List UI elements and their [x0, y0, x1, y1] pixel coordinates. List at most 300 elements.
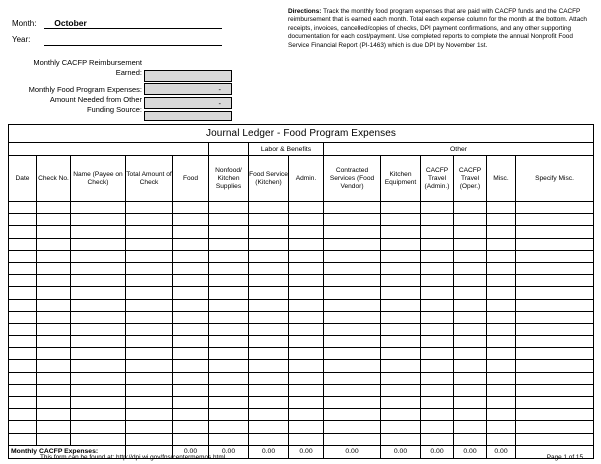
table-cell[interactable]: [9, 299, 37, 311]
table-cell[interactable]: [324, 238, 381, 250]
table-cell[interactable]: [249, 299, 289, 311]
table-cell[interactable]: [516, 287, 594, 299]
table-cell[interactable]: [71, 202, 126, 214]
table-cell[interactable]: [71, 226, 126, 238]
table-cell[interactable]: [173, 433, 209, 445]
table-cell[interactable]: [173, 238, 209, 250]
table-cell[interactable]: [126, 397, 173, 409]
table-cell[interactable]: [126, 250, 173, 262]
table-cell[interactable]: [249, 250, 289, 262]
table-cell[interactable]: [37, 433, 71, 445]
table-cell[interactable]: [516, 226, 594, 238]
funding-source-field[interactable]: [144, 111, 232, 121]
table-cell[interactable]: [37, 250, 71, 262]
table-cell[interactable]: [381, 202, 421, 214]
table-cell[interactable]: [173, 409, 209, 421]
table-cell[interactable]: [487, 311, 516, 323]
table-cell[interactable]: [126, 202, 173, 214]
table-cell[interactable]: [421, 384, 454, 396]
table-cell[interactable]: [324, 262, 381, 274]
table-row[interactable]: [9, 238, 594, 250]
table-cell[interactable]: [9, 214, 37, 226]
table-cell[interactable]: [324, 397, 381, 409]
table-cell[interactable]: [454, 360, 487, 372]
table-cell[interactable]: [71, 433, 126, 445]
table-cell[interactable]: [173, 214, 209, 226]
table-cell[interactable]: [324, 275, 381, 287]
table-cell[interactable]: [209, 348, 249, 360]
table-cell[interactable]: [9, 348, 37, 360]
table-cell[interactable]: [71, 250, 126, 262]
table-cell[interactable]: [71, 409, 126, 421]
table-row[interactable]: [9, 323, 594, 335]
table-cell[interactable]: [421, 323, 454, 335]
table-cell[interactable]: [516, 360, 594, 372]
table-cell[interactable]: [324, 348, 381, 360]
table-cell[interactable]: [381, 311, 421, 323]
table-row[interactable]: [9, 202, 594, 214]
table-cell[interactable]: [516, 214, 594, 226]
table-cell[interactable]: [9, 384, 37, 396]
table-cell[interactable]: [289, 433, 324, 445]
table-cell[interactable]: [71, 262, 126, 274]
table-cell[interactable]: [209, 226, 249, 238]
table-cell[interactable]: [289, 275, 324, 287]
table-cell[interactable]: [209, 421, 249, 433]
table-cell[interactable]: [516, 433, 594, 445]
table-cell[interactable]: [421, 433, 454, 445]
table-cell[interactable]: [324, 299, 381, 311]
table-cell[interactable]: [249, 202, 289, 214]
table-cell[interactable]: [126, 287, 173, 299]
table-cell[interactable]: [71, 384, 126, 396]
table-cell[interactable]: [209, 384, 249, 396]
table-cell[interactable]: [126, 384, 173, 396]
table-cell[interactable]: [173, 275, 209, 287]
table-cell[interactable]: [454, 275, 487, 287]
table-cell[interactable]: [37, 421, 71, 433]
table-cell[interactable]: [381, 360, 421, 372]
table-cell[interactable]: [421, 360, 454, 372]
table-cell[interactable]: [9, 409, 37, 421]
table-cell[interactable]: [516, 262, 594, 274]
table-cell[interactable]: [126, 433, 173, 445]
table-cell[interactable]: [37, 311, 71, 323]
table-cell[interactable]: [324, 360, 381, 372]
table-cell[interactable]: [454, 384, 487, 396]
table-row[interactable]: [9, 287, 594, 299]
table-cell[interactable]: [289, 409, 324, 421]
table-cell[interactable]: [454, 311, 487, 323]
table-cell[interactable]: [454, 226, 487, 238]
table-cell[interactable]: [249, 275, 289, 287]
table-cell[interactable]: [126, 421, 173, 433]
table-cell[interactable]: [9, 287, 37, 299]
table-cell[interactable]: [454, 238, 487, 250]
table-cell[interactable]: [126, 348, 173, 360]
table-cell[interactable]: [173, 287, 209, 299]
table-row[interactable]: [9, 372, 594, 384]
table-cell[interactable]: [289, 323, 324, 335]
table-cell[interactable]: [381, 421, 421, 433]
table-cell[interactable]: [421, 214, 454, 226]
table-cell[interactable]: [37, 384, 71, 396]
table-row[interactable]: [9, 262, 594, 274]
table-cell[interactable]: [126, 262, 173, 274]
table-cell[interactable]: [71, 238, 126, 250]
table-cell[interactable]: [487, 360, 516, 372]
table-cell[interactable]: [249, 238, 289, 250]
table-cell[interactable]: [487, 384, 516, 396]
table-cell[interactable]: [487, 214, 516, 226]
table-cell[interactable]: [249, 384, 289, 396]
table-cell[interactable]: [209, 311, 249, 323]
table-cell[interactable]: [487, 421, 516, 433]
table-row[interactable]: [9, 226, 594, 238]
table-cell[interactable]: [9, 275, 37, 287]
table-cell[interactable]: [9, 433, 37, 445]
table-cell[interactable]: [209, 250, 249, 262]
table-cell[interactable]: [487, 250, 516, 262]
table-cell[interactable]: [421, 226, 454, 238]
table-cell[interactable]: [209, 238, 249, 250]
table-cell[interactable]: [71, 299, 126, 311]
table-cell[interactable]: [289, 299, 324, 311]
table-cell[interactable]: [173, 360, 209, 372]
table-cell[interactable]: [173, 336, 209, 348]
table-cell[interactable]: [209, 323, 249, 335]
table-cell[interactable]: [516, 202, 594, 214]
table-cell[interactable]: [249, 336, 289, 348]
table-cell[interactable]: [249, 409, 289, 421]
table-cell[interactable]: [454, 299, 487, 311]
table-cell[interactable]: [289, 287, 324, 299]
table-cell[interactable]: [487, 433, 516, 445]
table-cell[interactable]: [487, 226, 516, 238]
table-cell[interactable]: [324, 226, 381, 238]
table-row[interactable]: [9, 421, 594, 433]
table-cell[interactable]: [249, 397, 289, 409]
table-cell[interactable]: [126, 214, 173, 226]
table-cell[interactable]: [71, 360, 126, 372]
table-row[interactable]: [9, 299, 594, 311]
table-cell[interactable]: [71, 311, 126, 323]
table-cell[interactable]: [249, 348, 289, 360]
table-cell[interactable]: [381, 250, 421, 262]
table-cell[interactable]: [381, 226, 421, 238]
reimbursement-field[interactable]: [144, 70, 232, 82]
table-cell[interactable]: [487, 287, 516, 299]
table-cell[interactable]: [516, 409, 594, 421]
table-cell[interactable]: [9, 250, 37, 262]
table-cell[interactable]: [289, 360, 324, 372]
table-cell[interactable]: [37, 348, 71, 360]
table-cell[interactable]: [487, 372, 516, 384]
table-cell[interactable]: [516, 397, 594, 409]
table-cell[interactable]: [173, 348, 209, 360]
table-cell[interactable]: [289, 384, 324, 396]
table-row[interactable]: [9, 360, 594, 372]
table-cell[interactable]: [126, 360, 173, 372]
table-cell[interactable]: [289, 372, 324, 384]
table-cell[interactable]: [173, 323, 209, 335]
table-cell[interactable]: [324, 202, 381, 214]
table-cell[interactable]: [249, 226, 289, 238]
table-cell[interactable]: [173, 372, 209, 384]
table-cell[interactable]: [173, 250, 209, 262]
table-cell[interactable]: [9, 226, 37, 238]
month-value[interactable]: October: [54, 18, 87, 28]
table-cell[interactable]: [381, 348, 421, 360]
table-cell[interactable]: [516, 299, 594, 311]
table-cell[interactable]: [173, 384, 209, 396]
table-cell[interactable]: [209, 433, 249, 445]
table-cell[interactable]: [381, 409, 421, 421]
table-cell[interactable]: [37, 360, 71, 372]
table-cell[interactable]: [249, 262, 289, 274]
table-cell[interactable]: [249, 323, 289, 335]
table-row[interactable]: [9, 250, 594, 262]
table-cell[interactable]: [516, 250, 594, 262]
table-cell[interactable]: [454, 214, 487, 226]
table-cell[interactable]: [454, 433, 487, 445]
table-cell[interactable]: [37, 372, 71, 384]
table-cell[interactable]: [209, 409, 249, 421]
table-cell[interactable]: [421, 372, 454, 384]
table-cell[interactable]: [37, 275, 71, 287]
table-cell[interactable]: [421, 409, 454, 421]
table-cell[interactable]: [71, 348, 126, 360]
table-cell[interactable]: [126, 311, 173, 323]
table-row[interactable]: [9, 433, 594, 445]
table-cell[interactable]: [454, 262, 487, 274]
table-cell[interactable]: [71, 336, 126, 348]
table-cell[interactable]: [516, 238, 594, 250]
table-cell[interactable]: [454, 287, 487, 299]
table-cell[interactable]: [516, 336, 594, 348]
table-cell[interactable]: [9, 372, 37, 384]
table-cell[interactable]: [71, 323, 126, 335]
table-cell[interactable]: [454, 202, 487, 214]
table-cell[interactable]: [9, 311, 37, 323]
table-cell[interactable]: [37, 202, 71, 214]
table-cell[interactable]: [381, 275, 421, 287]
table-cell[interactable]: [173, 421, 209, 433]
table-cell[interactable]: [209, 336, 249, 348]
table-cell[interactable]: [249, 287, 289, 299]
table-cell[interactable]: [209, 202, 249, 214]
table-cell[interactable]: [37, 226, 71, 238]
table-cell[interactable]: [209, 360, 249, 372]
table-cell[interactable]: [516, 384, 594, 396]
table-cell[interactable]: [126, 409, 173, 421]
table-cell[interactable]: [209, 262, 249, 274]
table-cell[interactable]: [381, 384, 421, 396]
table-row[interactable]: [9, 397, 594, 409]
table-row[interactable]: [9, 384, 594, 396]
table-cell[interactable]: [289, 226, 324, 238]
table-cell[interactable]: [126, 372, 173, 384]
table-cell[interactable]: [516, 311, 594, 323]
table-cell[interactable]: [421, 275, 454, 287]
table-cell[interactable]: [71, 421, 126, 433]
table-cell[interactable]: [454, 409, 487, 421]
table-cell[interactable]: [289, 214, 324, 226]
table-cell[interactable]: [421, 336, 454, 348]
table-cell[interactable]: [37, 323, 71, 335]
table-row[interactable]: [9, 348, 594, 360]
table-cell[interactable]: [324, 214, 381, 226]
table-cell[interactable]: [289, 202, 324, 214]
table-cell[interactable]: [209, 299, 249, 311]
table-cell[interactable]: [289, 421, 324, 433]
table-cell[interactable]: [454, 397, 487, 409]
table-row[interactable]: [9, 311, 594, 323]
table-cell[interactable]: [381, 214, 421, 226]
table-cell[interactable]: [9, 323, 37, 335]
table-cell[interactable]: [324, 323, 381, 335]
table-row[interactable]: [9, 214, 594, 226]
table-row[interactable]: [9, 409, 594, 421]
table-cell[interactable]: [37, 299, 71, 311]
table-cell[interactable]: [249, 311, 289, 323]
table-cell[interactable]: [324, 336, 381, 348]
table-cell[interactable]: [173, 202, 209, 214]
table-cell[interactable]: [381, 238, 421, 250]
table-cell[interactable]: [421, 397, 454, 409]
table-cell[interactable]: [173, 226, 209, 238]
table-cell[interactable]: [381, 262, 421, 274]
table-cell[interactable]: [126, 336, 173, 348]
table-cell[interactable]: [421, 287, 454, 299]
table-cell[interactable]: [454, 336, 487, 348]
table-cell[interactable]: [454, 348, 487, 360]
table-cell[interactable]: [324, 372, 381, 384]
table-cell[interactable]: [421, 202, 454, 214]
table-cell[interactable]: [516, 348, 594, 360]
table-cell[interactable]: [37, 262, 71, 274]
table-cell[interactable]: [209, 275, 249, 287]
table-cell[interactable]: [516, 275, 594, 287]
table-cell[interactable]: [487, 238, 516, 250]
table-cell[interactable]: [289, 238, 324, 250]
table-cell[interactable]: [381, 397, 421, 409]
table-cell[interactable]: [421, 262, 454, 274]
table-cell[interactable]: [487, 202, 516, 214]
table-cell[interactable]: [37, 238, 71, 250]
table-cell[interactable]: [209, 287, 249, 299]
table-cell[interactable]: [381, 336, 421, 348]
table-cell[interactable]: [421, 421, 454, 433]
table-cell[interactable]: [209, 372, 249, 384]
table-cell[interactable]: [289, 250, 324, 262]
table-row[interactable]: [9, 275, 594, 287]
table-cell[interactable]: [487, 397, 516, 409]
table-cell[interactable]: [454, 372, 487, 384]
table-cell[interactable]: [249, 372, 289, 384]
table-cell[interactable]: [381, 287, 421, 299]
table-cell[interactable]: [381, 299, 421, 311]
table-cell[interactable]: [289, 336, 324, 348]
table-cell[interactable]: [249, 433, 289, 445]
table-cell[interactable]: [249, 360, 289, 372]
table-cell[interactable]: [421, 311, 454, 323]
table-cell[interactable]: [173, 397, 209, 409]
table-cell[interactable]: [516, 421, 594, 433]
table-cell[interactable]: [37, 409, 71, 421]
table-cell[interactable]: [324, 384, 381, 396]
table-cell[interactable]: [173, 299, 209, 311]
table-cell[interactable]: [9, 360, 37, 372]
table-cell[interactable]: [324, 311, 381, 323]
table-cell[interactable]: [381, 323, 421, 335]
table-cell[interactable]: [516, 372, 594, 384]
table-cell[interactable]: [381, 433, 421, 445]
table-cell[interactable]: [71, 372, 126, 384]
table-cell[interactable]: [209, 214, 249, 226]
table-cell[interactable]: [173, 262, 209, 274]
table-cell[interactable]: [289, 348, 324, 360]
table-cell[interactable]: [9, 262, 37, 274]
table-cell[interactable]: [324, 409, 381, 421]
table-cell[interactable]: [487, 323, 516, 335]
table-cell[interactable]: [9, 421, 37, 433]
table-cell[interactable]: [487, 299, 516, 311]
table-cell[interactable]: [454, 250, 487, 262]
table-cell[interactable]: [9, 202, 37, 214]
table-cell[interactable]: [487, 409, 516, 421]
table-cell[interactable]: [71, 287, 126, 299]
table-cell[interactable]: [37, 287, 71, 299]
table-cell[interactable]: [324, 421, 381, 433]
table-cell[interactable]: [9, 397, 37, 409]
table-cell[interactable]: [249, 214, 289, 226]
table-cell[interactable]: [71, 275, 126, 287]
table-cell[interactable]: [126, 238, 173, 250]
table-cell[interactable]: [324, 287, 381, 299]
table-cell[interactable]: [37, 336, 71, 348]
table-cell[interactable]: [126, 323, 173, 335]
table-cell[interactable]: [487, 348, 516, 360]
table-cell[interactable]: [487, 262, 516, 274]
table-cell[interactable]: [487, 275, 516, 287]
table-cell[interactable]: [126, 275, 173, 287]
table-cell[interactable]: [71, 214, 126, 226]
table-cell[interactable]: [381, 372, 421, 384]
table-cell[interactable]: [324, 433, 381, 445]
table-cell[interactable]: [421, 238, 454, 250]
table-cell[interactable]: [324, 250, 381, 262]
table-cell[interactable]: [71, 397, 126, 409]
table-cell[interactable]: [454, 421, 487, 433]
table-row[interactable]: [9, 336, 594, 348]
table-cell[interactable]: [421, 299, 454, 311]
table-cell[interactable]: [126, 299, 173, 311]
table-cell[interactable]: [516, 323, 594, 335]
table-cell[interactable]: [9, 238, 37, 250]
table-cell[interactable]: [249, 421, 289, 433]
table-cell[interactable]: [421, 250, 454, 262]
table-cell[interactable]: [173, 311, 209, 323]
table-cell[interactable]: [289, 397, 324, 409]
table-cell[interactable]: [37, 397, 71, 409]
table-cell[interactable]: [454, 323, 487, 335]
table-cell[interactable]: [209, 397, 249, 409]
table-cell[interactable]: [421, 348, 454, 360]
table-cell[interactable]: [9, 336, 37, 348]
table-cell[interactable]: [126, 226, 173, 238]
table-cell[interactable]: [37, 214, 71, 226]
